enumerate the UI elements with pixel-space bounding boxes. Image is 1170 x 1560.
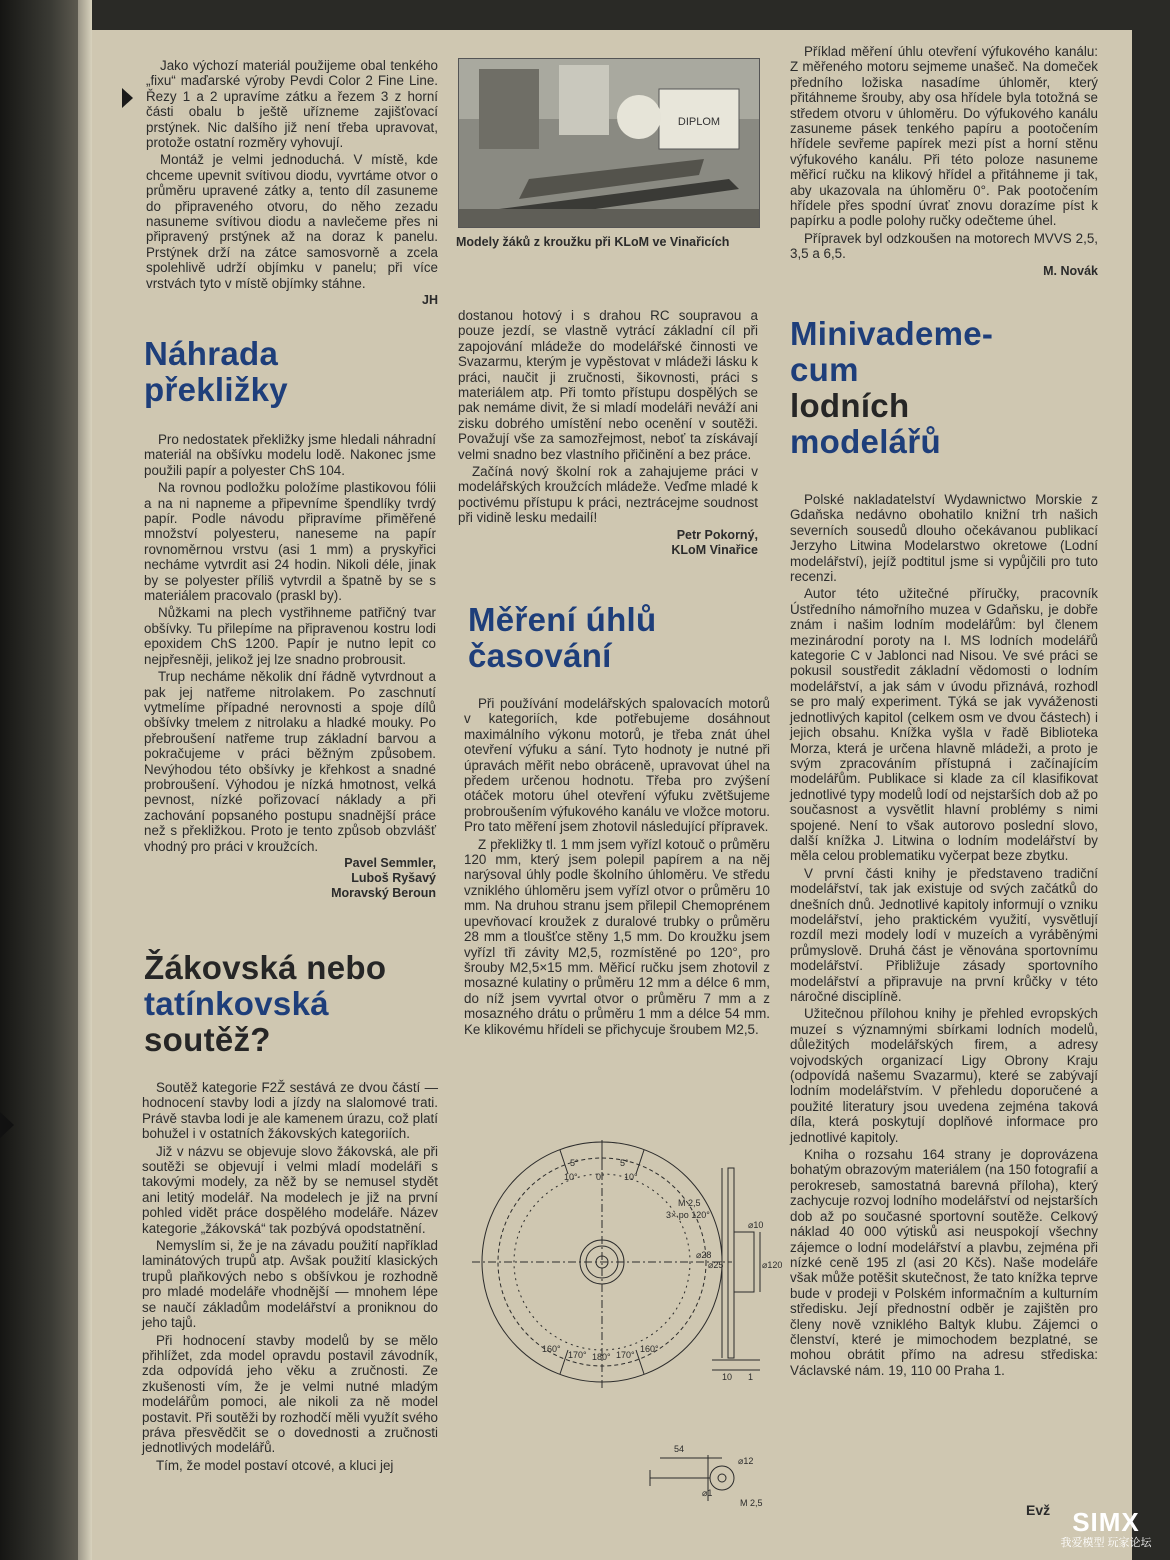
dimension-label: ⌀10 — [748, 1220, 764, 1230]
protractor-diagram — [460, 1140, 783, 1510]
paragraph: Trup necháme několik dní řádně vytvrdnout a pak jej natřeme nitrolakem. Po zaschnutí vytmelíme případné nerovnosti a spoje dílů obšívky tmelem z nitrolaku a hladké mouky. Po přebroušení natřeme trup základní barvou a pokračujeme v práci běžným způsobem. Nevýhodou této obšívky je křehkost a snadné probroušení. Výhodou je nízká hmotnost, velká pevnost, nízké pořizovací náklady a při zachování popsaného postupu snadnější práce než s překližkou. Proto je tento způsob obzvlášť vhodný pro práci v kroužcích. — [144, 669, 436, 854]
article-title — [790, 316, 1110, 460]
author-signature — [144, 856, 436, 901]
paragraph: Kniha o rozsahu 164 strany je doprovázena bohatým obrazovým materiálem (na 150 fotografií a perokreseb, samostatná barevná příloha), který zachycuje rozvoj lodního modelářství od nejstarších dob až po současné sportovní soutěže. Celkový náklad 40 000 výtisků asi neuspokojí všechny zájemce o lodní modelářství a plavbu, zejména při nízké ceně 195 zl (asi 20 Kčs). Naše modeláře však může potěšit skutečnost, že tato knížka teprve bude v prodeji v Polském informačním a kulturním středisku. Její přednostní odběr je zajištěn pro členy nově vzniklého Baltyk klubu. Zájemci o členství, které je mimochodem bezplatné, se mohou obrátit přímo na adresu střediska: Václavské nám. 19, 110 00 Praha 1. — [790, 1147, 1098, 1378]
title-line: lodních — [790, 387, 910, 424]
dimension-label: ⌀12 — [738, 1456, 754, 1466]
dimension-label: ⌀25 — [708, 1260, 724, 1270]
article-minivademecum — [790, 492, 1098, 1380]
angle-label: 160° — [640, 1344, 659, 1354]
article-title — [144, 336, 444, 408]
article-title — [468, 602, 768, 674]
watermark-logo-text: SIMX — [1072, 1507, 1140, 1537]
dimension-label: ⌀120 — [762, 1260, 783, 1270]
angle-label: 5° — [570, 1158, 579, 1168]
paragraph: Při používání modelářských spalovacích motorů v kategoriích, kde potřebujeme dosáhnout maximálního výkonu motorů, je třeba znát úhel otevření výfuku a sání. Tyto hodnoty je nutné při úpravách měřit nebo obráceně, upravovat úhel na předem určenou hodnotu. Třeba pro zvýšení otáček motoru úhel otevření výfuku zvětšujeme probroušením výfukového kanálu ve vložce motoru. Pro tato měření jsem zhotovil následující přípravek. — [464, 696, 770, 835]
title-line: časování — [468, 637, 612, 674]
author-place: Moravský Beroun — [331, 885, 436, 900]
paragraph: Pro nedostatek překližky jsme hledali náhradní materiál na obšívku modelu lodě. Nakonec jsme použili papír a polyester ChS 104. — [144, 432, 436, 478]
title-line: překližky — [144, 371, 288, 408]
photo-models — [458, 58, 760, 228]
paragraph: Montáž je velmi jednoduchá. V místě, kde chceme upevnit svítivou diodu, vyvrtáme otvor o průměru upravené zátky a, tento díl zasuneme do připraveného otvoru, do něho zezadu nasuneme svítivou diodu a navlečeme přes ni připravený prstýnek až na doraz k panelu. Prstýnek drží na zátce samosvorně a zcela spolehlivě udrží objímku v panelu; při více vrstvách tyto v místě objímky stáhne. — [146, 152, 438, 291]
arrow-marker-icon — [122, 88, 133, 108]
paragraph: Užitečnou přílohou knihy je přehled evropských muzeí s významnými sbírkami lodních modelů, důležitých modelářských firem, a adresy vojvodských organizací Ligy Obrony Kraju (odpovídá našemu Svazarmu), které se zabývají lodním modelářstvím. V přehledu doporučené a použité literatury jsou uvedena zejména taková díla, která poskytují doplňové informace pro jednotlivé kapitoly. — [790, 1006, 1098, 1145]
article-mereni-priklad — [790, 44, 1098, 279]
paragraph: Při hodnocení stavby modelů by se mělo přihlížet, zda model opravdu postavil závodník, zda odpovídá jeho věku a zručnosti. Ze zkušenosti vím, že je velmi nutné mladým modelářům pomoci, ale nikoli za ně model postavit. Při soutěži by rozhodčí měli využít svého práva přesvědčit se o dovednosti a zručnosti jednotlivých modelářů. — [142, 1332, 438, 1456]
dimension-label: M 2,5 — [678, 1198, 701, 1208]
paragraph: Na rovnou podložku položíme plastikovou fólii a na ni napneme a připevníme špendlíky tvrdý papír. Podle návodu připravíme přiměřené množství polyesteru, naneseme na papír rovnoměrnou vrstvu (asi 1 mm) a pryskyřici necháme vytvrdit asi 24 hodin. Nikoli déle, jinak by se polyester příliš vytvrdil a špatně by se s materiálem pracovalo (praskl by). — [144, 480, 436, 604]
dimension-label: 10 — [722, 1372, 733, 1382]
dimension-label: 54 — [674, 1444, 685, 1454]
title-line: soutěž? — [144, 1021, 271, 1058]
watermark-logo — [1050, 1508, 1162, 1552]
angle-label: 160° — [542, 1344, 561, 1354]
page-marker — [0, 1112, 14, 1138]
paragraph: Soutěž kategorie F2Ž sestává ze dvou částí — hodnocení stavby lodi a jízdy na slalomové trati. Právě stavba lodi je ale kamenem úrazu, což platí bohužel i v ostatních žákovských kategoriích. — [142, 1080, 438, 1142]
paragraph: V první části knihy je představeno tradiční modelářství, tak jak existuje od svých začátků do dnešních dnů. Jednotlivé kapitoly informují o vzniku modelářství, jeho praktickém využití, vysvětlují rozdíl mezi modely lodí v muzeích a vyráběnými průmyslově. Druhá část je věnována sportovnímu modelářství. Přibližuje zásady sportovního modelářství a připravuje na první krůčky v této náročné disciplíně. — [790, 865, 1098, 1004]
title-line: cum — [790, 351, 859, 388]
dimension-label: ⌀28 — [696, 1250, 712, 1260]
title-line: Žákovská nebo — [144, 949, 387, 986]
article-nahrada-preklizky — [144, 432, 436, 901]
paragraph: Nemyslím si, že je na závadu použití například laminátových trupů atp. Avšak použití klasických trupů plaňkových nebo s obšívkou je rozhodně pro mladé modeláře vhodnější — mnohem lépe se naučí základům modelářství a proniknou do jeho tajů. — [142, 1238, 438, 1331]
angle-label: 170° — [616, 1350, 635, 1360]
page-edge — [78, 0, 92, 1560]
author-signature: M. Novák — [1043, 263, 1098, 278]
paragraph: Tím, že model postaví otcové, a kluci jej — [156, 1457, 394, 1473]
author-name: Petr Pokorný, — [676, 527, 758, 542]
article-title — [144, 950, 464, 1058]
angle-label: 10° — [564, 1172, 578, 1182]
paragraph: Již v názvu se objevuje slovo žákovská, ale při soutěži se objevují i velmi mladí modeláři s takovými modely, za něž by se nemusel stydět ani letitý modelář. Na modelech je již na první pohled vidět práce dospělého modeláře. Název kategorie „žákovská“ tak pozbývá opodstatnění. — [142, 1143, 438, 1236]
paragraph: Nůžkami na plech vystřihneme patřičný tvar obšívky. Tu přilepíme na připravenou kostru lodi epoxidem ChS 1200. Papír je nutno lepit co nejpřesněji, jelikož jej lze snadno probrousit. — [144, 605, 436, 667]
author-name: Pavel Semmler, — [344, 855, 436, 870]
page-footer: Evž — [1026, 1502, 1051, 1518]
angle-label: 0° — [596, 1172, 605, 1182]
author-name: Luboš Ryšavý — [351, 870, 436, 885]
angle-label: 5° — [620, 1158, 629, 1168]
paragraph: Jako výchozí materiál použijeme obal tenkého „fixu“ maďarské výroby Pevdi Color 2 Fine Line. Řezy 1 a 2 upravíme zátku a řezem 3 z horní části obalu b ještě uříznemе zajišťovací prstýnek. Nic dalšího již není třeba upravovat, protože ostatní rozměry vyhovují. — [146, 58, 438, 151]
article-zakovska-soutez — [142, 1080, 438, 1475]
angle-label: 10° — [624, 1172, 638, 1182]
dimension-label: 3× po 120° — [666, 1210, 710, 1220]
dimension-label: 1 — [748, 1372, 754, 1382]
article-mereni-uhlu — [464, 696, 770, 1039]
paragraph: Polské nakladatelství Wydawnictwo Morskie z Gdaňska nedávno obohatilo knižní trh našich severních sousedů dlouho očekávanou publikací Jerzyho Litwina Modelarstwo okretowe (Lodní modelářství), jejíž podtitul jsme si vypůjčili pro tuto recenzi. — [790, 492, 1098, 585]
angle-label: 170° — [568, 1350, 587, 1360]
dimension-label: M 2,5 — [740, 1498, 763, 1508]
magazine-page — [92, 30, 1132, 1560]
photo-caption: Modely žáků z kroužku při KLoM ve Vinařicích — [456, 235, 730, 249]
title-line: Náhrada — [144, 335, 279, 372]
paragraph: Autor této užitečné příručky, pracovník Ústředního námořního muzea v Gdaňsku, je dobře znám i našim lodním modelářům: byl členem mezinárodní poroty na I. MS lodních modelářů kategorie C v Jablonci nad Nisou. Ve své práci se pokusil soustředit základní vědomosti o lodním modelářství, a jak sám v úvodu přiznává, rozhodl se pro malý experiment. Týká se jak vyváženosti jednotlivých kapitol (celkem osm ve dvou částech) i jejich obsahu. Knížka vyšla v řadě Biblioteka Morza, která je určena hlavně mládeži, a proto je svým zpracováním přístupná i začínajícím modelářům. Publikace si klade za cíl klasifikovat jednotlivé typy modelů lodí od nejstarších dob až po současnost a vysvětlit hlavní problémy s nimi spojené. Není to však autorovo poslední slovo, další knížka J. Litwina o lodním modelářství by měla celou problematiku vyčerpat beze zbytku. — [790, 586, 1098, 864]
paragraph: Začíná nový školní rok a zahajujeme práci v modelářských kroužcích mládeže. Veďme mladé k poctivému přístupu k práci, neztrácejme soudnost při vidině lesku medailí! — [458, 464, 758, 526]
title-line: tatínkovská — [144, 985, 329, 1022]
paragraph: Z překližky tl. 1 mm jsem vyřízl kotouč o průměru 120 mm, který jsem polepil papírem a na něj narýsoval úhly podle školního úhloměru. Ve středu vzniklého úhloměru jsem vyřízl otvor o průměru 10 mm. Na druhou stranu jsem přilepil Chemoprénem upevňovací kroužek z duralové trubky o průměru 28 mm a tloušťce stěny 1,5 mm. Do kroužku jsem vyřízl tři závity M2,5, rozmístěné po 120°, pro šrouby M2,5×15 mm. Měřicí ručku jsem zhotovil z mosazné kulatiny o průměru 12 mm a délce 6 mm, do níž jsem vyvrtal otvor o průměru 7 mm a z mosazného drátu o průměru 1 mm a délce 54 mm. Ke klikovému hřídeli se přichycuje šroubem M2,5. — [464, 836, 770, 1037]
dimension-label: ⌀1 — [702, 1488, 713, 1498]
author-place: KLoM Vinařice — [671, 542, 758, 557]
watermark-tagline: 我爱模型 玩家论坛 — [1060, 1537, 1152, 1549]
diploma-label: DIPLOM — [677, 116, 721, 128]
paragraph: Příklad měření úhlu otevření výfukového kanálu: Z měřeného motoru sejmeme unašeč. Na domeček předního ložiska nasadíme úhloměr, který přitáhneme šrouby, aby osa hřídele byla totožná se středem otvoru v úhloměru. Do výfukového kanálu zasuneme pásek tenkého papíru a pootočením hřídele sevřeme papírek mezi píst a horní stěnu výfukového kanálu. Při této poloze nasuneme měřicí ručku na klikový hřídel a přitáhneme ji tak, aby ukazovala na úhloměru 0°. Pak pootočením hřídele přes spodní úvrať znovu dorazíme píst k papírku a podle polohy ručky odečteme úhel. — [790, 44, 1098, 229]
title-line: Minivademe- — [790, 315, 994, 352]
photo-scene — [459, 59, 759, 227]
paragraph: Přípravek byl odzkoušen na motorech MVVS 2,5, 3,5 a 6,5. — [790, 230, 1098, 262]
angle-label: 180° — [592, 1352, 611, 1362]
author-signature — [458, 528, 758, 558]
article-continuation — [458, 308, 758, 558]
paragraph: dostanou hotový i s drahou RC soupravou a pouze jezdí, se vlastně vytrácí základní cíl při zapojování mládeže do modelářské činnosti ve Svazarmu, kterým je vypěstovat v mládeži lásku k práci, naučit ji zručnosti, šikovnosti, práci s materiálem atp. Při tomto přístupu dospělých se pak nemáme divit, že si mladí modeláři neváží ani zisku dobrého umístění nebo ocenění v soutěži. Považují vše za samozřejmost, neboť ta získávají velmi snadno bez vlastního přičinění a bez práce. — [458, 308, 758, 462]
intro-text-block — [146, 58, 438, 308]
author-signature: JH — [422, 293, 438, 308]
title-line: Měření úhlů — [468, 601, 657, 638]
title-line: modelářů — [790, 423, 941, 460]
